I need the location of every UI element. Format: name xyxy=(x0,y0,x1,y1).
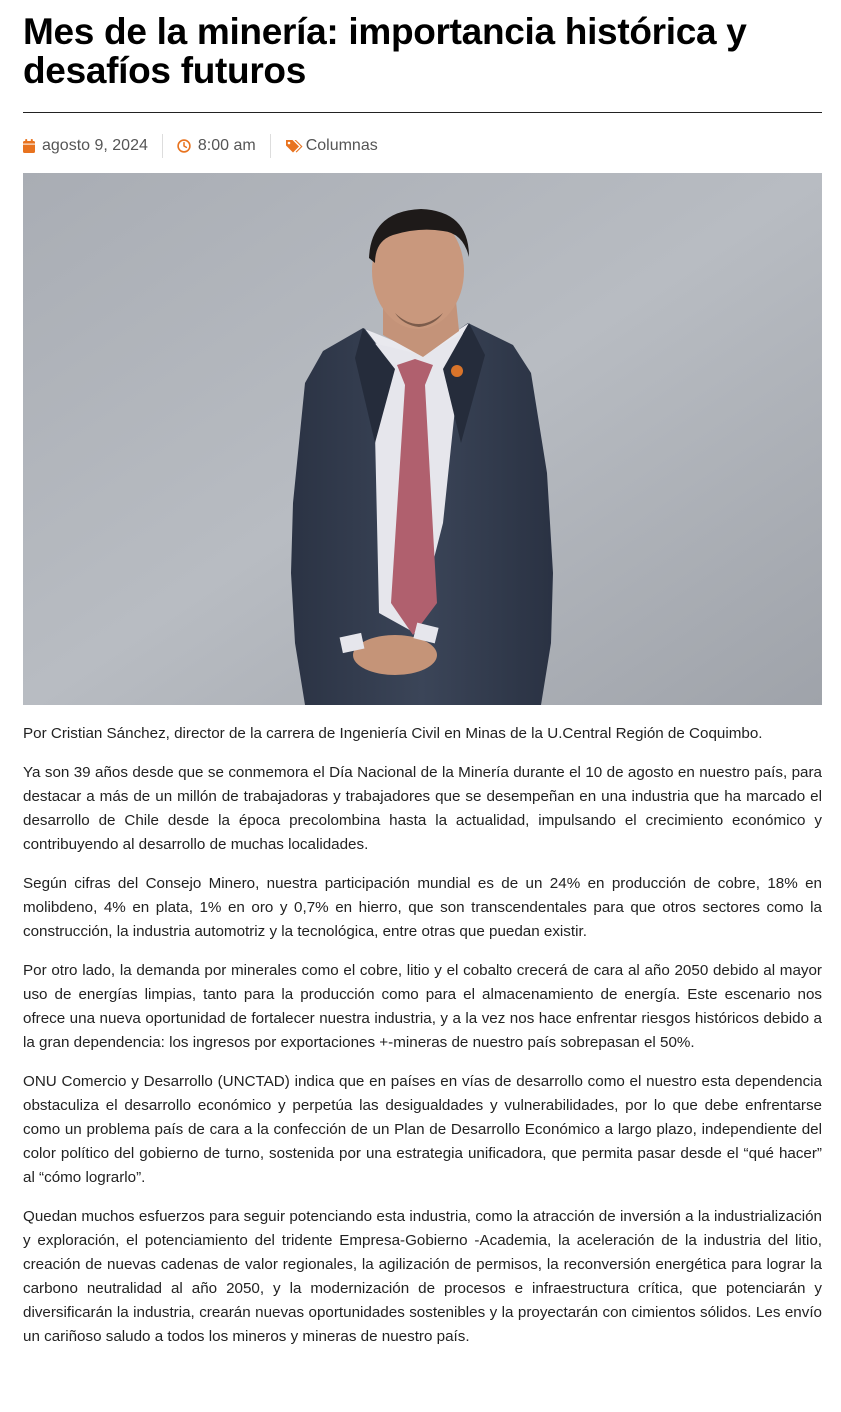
article-meta xyxy=(23,132,822,160)
meta-divider xyxy=(162,134,163,158)
calendar-icon xyxy=(23,139,35,153)
tags-icon xyxy=(285,139,304,153)
author-byline: Por Cristian Sánchez, director de la carrera de Ingeniería Civil en Minas de la U.Central Región de Coquimbo. xyxy=(23,725,763,742)
article xyxy=(23,0,822,1349)
article-paragraph: Por otro lado, la demanda por minerales como el cobre, litio y el cobalto crecerá de cara al año 2050 debido al mayor uso de energías limpias, tanto para la producción como para el almacenamiento de energía. Este escenario nos ofrece una nueva oportunidad de fortalecer nuestra industria, y a la vez nos hace enfrentar riesgos históricos debido a la gran dependencia: los ingresos por exportaciones +-mineras de nuestro país sobrepasan el 50%. xyxy=(23,962,822,1051)
meta-time-text: 8:00 am xyxy=(197,137,256,154)
article-paragraph: ONU Comercio y Desarrollo (UNCTAD) indica que en países en vías de desarrollo como el nuestro esta dependencia obstaculiza el desarrollo económico y perpetúa las desigualdades y vulnerabilidades, por lo que debe enfrentarse como un problema país de cara a la confección de un Plan de Desarrollo Económico a largo plazo, independiente del color político del gobierno de turno, sostenida por una estrategia unificadora, que permita pasar desde el “qué hacer” al “cómo lograrlo”. xyxy=(23,1073,822,1186)
clock-icon xyxy=(177,139,191,153)
article-paragraph: Según cifras del Consejo Minero, nuestra participación mundial es de un 24% en producción de cobre, 18% en molibdeno, 4% en plata, 1% en oro y 0,7% en hierro, que son transcendentales para que otros sectores como la construcción, la industria automotriz y la tecnológica, entre otras que puedan existir. xyxy=(23,875,822,940)
article-paragraph: Ya son 39 años desde que se conmemora el Día Nacional de la Minería durante el 10 de agosto en nuestro país, para destacar a más de un millón de trabajadoras y trabajadores que se desempeñan en una industria que ha marcado el desarrollo de Chile desde la época precolombina hasta la actualidad, impulsando el crecimiento económico y contribuyendo al desarrollo de muchas localidades. xyxy=(23,764,822,853)
article-title: Mes de la minería: importancia histórica y desafíos futuros xyxy=(23,11,747,91)
meta-date-text: agosto 9, 2024 xyxy=(42,137,148,154)
article-paragraph: Quedan muchos esfuerzos para seguir potenciando esta industria, como la atracción de inversión a la industrialización y exploración, el potenciamiento del tridente Empresa-Gobierno -Academia, la aceleración de la industria del litio, creación de nuevas cadenas de valor regionales, la agilización de permisos, la reconversión energética para lograr la carbono neutralidad al año 2050, y la modernización de procesos e infraestructura crítica, que potenciarán y diversificarán la industria, crearán nuevas oportunidades sostenibles y la proyectarán con cimientos sólidos. Les envío un cariñoso saludo a todos los mineros y mineras de nuestro país. xyxy=(23,1208,822,1345)
meta-date[interactable] xyxy=(23,137,148,155)
meta-time xyxy=(177,137,256,155)
meta-category-link[interactable]: Columnas xyxy=(305,137,378,154)
meta-category[interactable] xyxy=(285,137,378,155)
title-divider xyxy=(23,112,822,113)
meta-divider xyxy=(270,134,271,158)
author-photo xyxy=(23,173,822,705)
